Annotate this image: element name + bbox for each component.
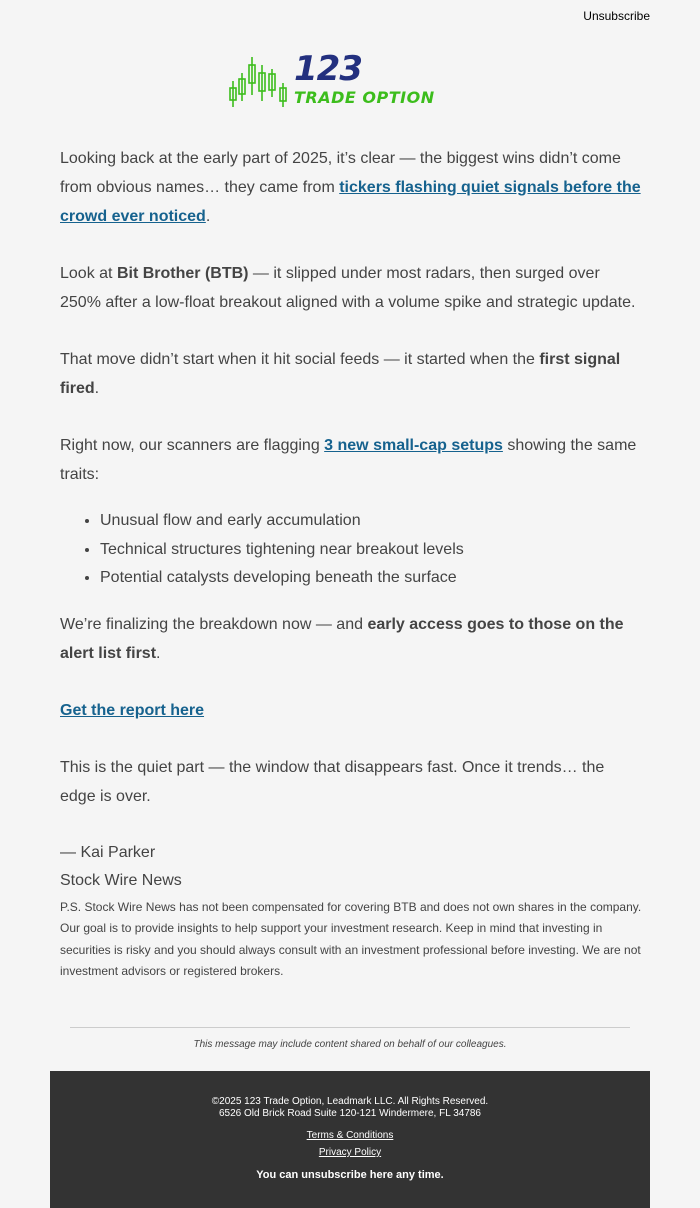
footer-copyright-block bbox=[50, 1096, 650, 1120]
btb-name: Bit Brother (BTB) bbox=[116, 265, 249, 282]
scanners-end: showing the same traits: bbox=[60, 437, 637, 483]
colleagues-note: This message may include content shared on behalf of our colleagues. bbox=[193, 1039, 507, 1050]
intro-text: Looking back at the early part of 2025, it’s clear — the biggest wins didn’t come from obvious names… they came from bbox=[60, 150, 621, 196]
setups-link[interactable]: 3 new small-cap setups bbox=[324, 437, 503, 454]
traits-list bbox=[60, 507, 642, 593]
signature-name: — Kai Parker bbox=[60, 843, 156, 861]
logo-number: 123 bbox=[294, 49, 362, 89]
list-item: • Technical structures tightening near breakout levels bbox=[100, 536, 642, 565]
paragraph-signal bbox=[60, 345, 642, 403]
list-item: • Potential catalysts developing beneath the surface bbox=[100, 564, 642, 593]
signature-org: Stock Wire News bbox=[60, 871, 182, 889]
intro-end: . bbox=[205, 208, 211, 225]
list-item: • Unusual flow and early accumulation bbox=[100, 507, 642, 536]
tickers-link[interactable]: tickers flashing quiet signals before the crowd ever noticed bbox=[60, 179, 641, 225]
copyright-text: ©2025 123 Trade Option, Leadmark LLC. All Rights Reserved. bbox=[211, 1096, 489, 1107]
privacy-link[interactable]: Privacy Policy bbox=[318, 1147, 382, 1158]
ps-disclaimer: P.S. Stock Wire News has not been compensated for covering BTB and does not own shares in the company. Our goal is to provide insights to help support your investment research. Keep in mind that investing in securities is risky and you should always consult with an investment professional before investing. We are not investment advisors or registered brokers. bbox=[60, 899, 642, 978]
access-end: . bbox=[156, 644, 161, 662]
candlestick-chart-icon bbox=[228, 55, 292, 111]
scanners-start: Right now, our scanners are flagging bbox=[60, 437, 325, 454]
divider bbox=[70, 1027, 630, 1028]
get-report-link[interactable]: Get the report here bbox=[60, 701, 205, 719]
signal-bold: first signal fired bbox=[60, 351, 621, 397]
signal-end: . bbox=[94, 380, 100, 397]
terms-link[interactable]: Terms & Conditions bbox=[306, 1130, 394, 1141]
footer bbox=[50, 1071, 650, 1208]
unsubscribe-note[interactable]: You can unsubscribe here any time. bbox=[256, 1169, 444, 1181]
paragraph-scanners bbox=[60, 431, 642, 489]
paragraph-access bbox=[60, 610, 642, 668]
unsubscribe-link[interactable]: Unsubscribe bbox=[583, 9, 650, 23]
signal-start: That move didn’t start when it hit social feeds — it started when the bbox=[60, 351, 540, 368]
address-text: 6526 Old Brick Road Suite 120-121 Windermere, FL 34786 bbox=[219, 1108, 481, 1119]
logo[interactable] bbox=[228, 49, 478, 111]
logo-text: TRADE OPTION bbox=[294, 88, 435, 107]
paragraph-quiet: This is the quiet part — the window that disappears fast. Once it trends… the edge is over. bbox=[60, 758, 605, 805]
access-start: We’re finalizing the breakdown now — and bbox=[60, 615, 368, 633]
paragraph-btb bbox=[60, 259, 642, 317]
access-bold: early access goes to those on the alert list first bbox=[60, 615, 624, 662]
btb-text: — it slipped under most radars, then surged over 250% after a low-float breakout aligned with a volume spike and strategic update. bbox=[60, 265, 636, 311]
paragraph-intro bbox=[60, 144, 642, 231]
email-body bbox=[60, 144, 642, 983]
paragraph-cta bbox=[60, 696, 642, 725]
btb-start: Look at bbox=[60, 265, 117, 282]
privacy-row bbox=[50, 1147, 650, 1158]
terms-row bbox=[50, 1130, 650, 1141]
